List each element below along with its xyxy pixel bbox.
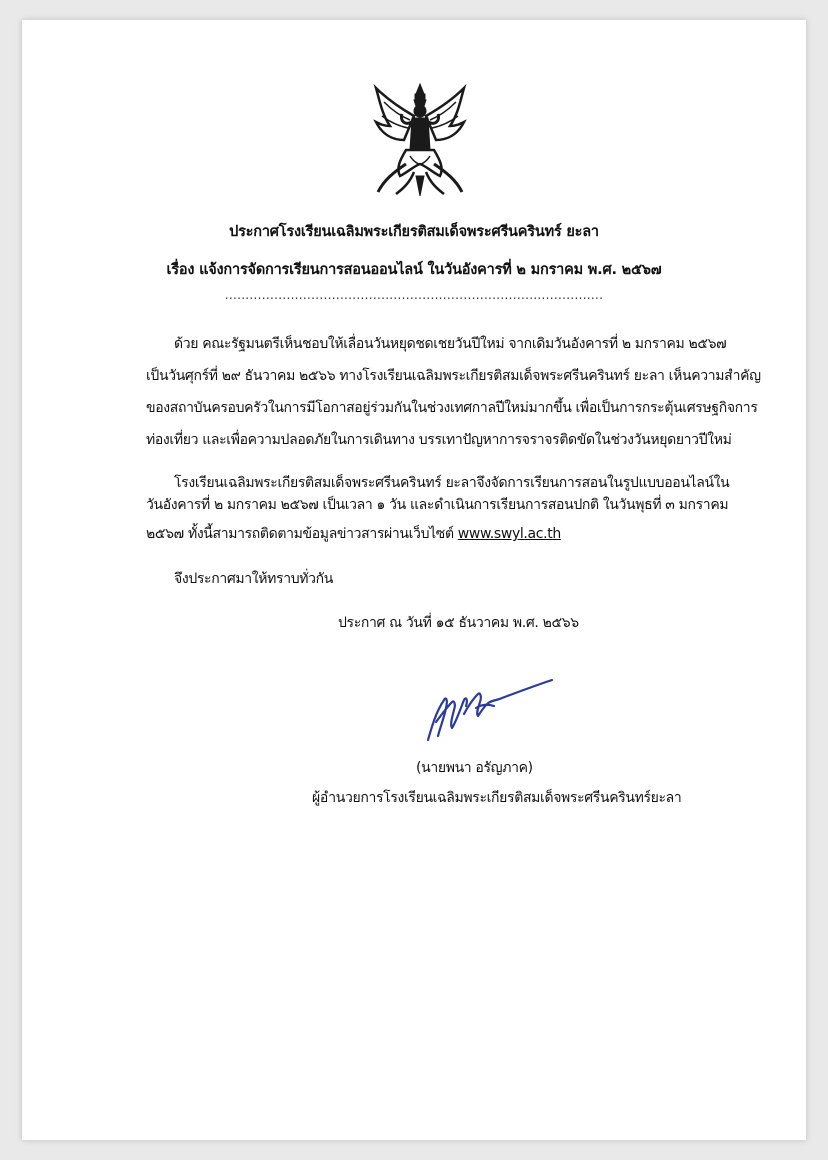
handwritten-signature-icon bbox=[418, 670, 558, 750]
document-page bbox=[22, 20, 806, 1140]
paragraph1-line1: ด้วย คณะรัฐมนตรีเห็นชอบให้เลื่อนวันหยุดชดเชยวันปีใหม่ จากเดิมวันอังคารที่ ๒ มกราคม ๒๕๖๗ bbox=[174, 336, 727, 352]
announcement-subject: เรื่อง แจ้งการจัดการเรียนการสอนออนไลน์ ในวันอังคารที่ ๒ มกราคม พ.ศ. ๒๕๖๗ bbox=[166, 262, 662, 278]
signer-position: ผู้อำนวยการโรงเรียนเฉลิมพระเกียรติสมเด็จพระศรีนครินทร์ยะลา bbox=[312, 790, 682, 806]
announcement-title: ประกาศโรงเรียนเฉลิมพระเกียรติสมเด็จพระศรีนครินทร์ ยะลา bbox=[229, 224, 599, 240]
paragraph1-line4: ท่องเที่ยว และเพื่อความปลอดภัยในการเดินทาง บรรเทาปัญหาการจราจรติดขัดในช่วงวันหยุดยาวปีใหม่ bbox=[146, 432, 732, 448]
website-link[interactable]: www.swyl.ac.th bbox=[457, 526, 561, 542]
paragraph2-line3 bbox=[146, 524, 746, 544]
title-divider: ............................................................................................ bbox=[224, 288, 604, 302]
paragraph2-line3-text: ๒๕๖๗ ทั้งนี้สามารถติดตามข้อมูลข่าวสารผ่านเว็บไซต์ bbox=[146, 526, 458, 542]
announcement-date: ประกาศ ณ วันที่ ๑๕ ธันวาคม พ.ศ. ๒๕๖๖ bbox=[338, 615, 579, 631]
paragraph2-line1: โรงเรียนเฉลิมพระเกียรติสมเด็จพระศรีนครินทร์ ยะลาจึงจัดการเรียนการสอนในรูปแบบออนไลน์ใน bbox=[174, 475, 730, 491]
garuda-emblem-icon bbox=[370, 80, 470, 200]
paragraph2-line2: วันอังคารที่ ๒ มกราคม ๒๕๖๗ เป็นเวลา ๑ วัน และดำเนินการเรียนการสอนปกติ ในวันพุธที่ ๓ มกราคม bbox=[146, 497, 729, 513]
paragraph1-line3: ของสถาบันครอบครัวในการมีโอกาสอยู่ร่วมกันในช่วงเทศกาลปีใหม่มากขึ้น เพื่อเป็นการกระตุ้นเศรษฐกิจการ bbox=[146, 400, 758, 416]
closing-text: จึงประกาศมาให้ทราบทั่วกัน bbox=[174, 571, 333, 587]
signer-name: (นายพนา อรัญภาค) bbox=[416, 760, 533, 776]
paragraph1-line2: เป็นวันศุกร์ที่ ๒๙ ธันวาคม ๒๕๖๖ ทางโรงเรียนเฉลิมพระเกียรติสมเด็จพระศรีนครินทร์ ยะลา เห็นความสำคัญ bbox=[146, 368, 761, 384]
